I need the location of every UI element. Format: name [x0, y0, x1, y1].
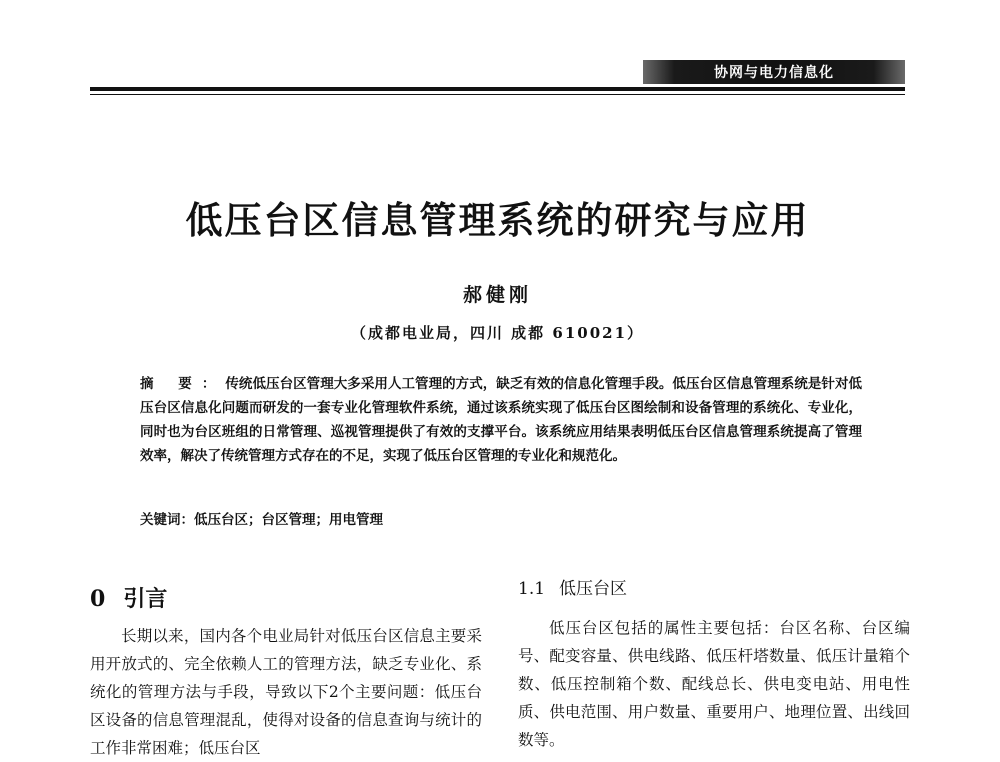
section-0-title: 引言	[123, 586, 168, 612]
paper-title: 低压台区信息管理系统的研究与应用	[185, 198, 810, 242]
paper-author: 郝健刚	[462, 284, 532, 306]
journal-header-badge	[643, 60, 905, 84]
section-1-1-number: 1.1	[518, 579, 546, 599]
section-1-1-title: 低压台区	[559, 579, 628, 599]
header-rule-thick	[90, 87, 905, 91]
keywords	[140, 508, 862, 532]
header-rule-thin	[90, 94, 905, 95]
section-0-paragraph: 长期以来，国内各个电业局针对低压台区信息主要采用开放式的、完全依赖人工的管理方法，缺乏专业化、系统化的管理方法与手段，导致以下2个主要问题：低压台区设备的信息管理混乱，使得对设备的信息查询与统计的工作非常困难；低压台区	[90, 627, 482, 757]
section-1-1-paragraph: 低压台区包括的属性主要包括：台区名称、台区编号、配变容量、供电线路、低压杆塔数量、低压计量箱个数、低压控制箱个数、配线总长、供电变电站、用电性质、供电范围、用户数量、重要用户、地理位置、出线回数等。	[518, 619, 910, 749]
section-0-heading	[90, 582, 167, 613]
abstract-text: 传统低压台区管理大多采用人工管理的方式，缺乏有效的信息化管理手段。低压台区信息管理系统是针对低压台区信息化问题而研发的一套专业化管理软件系统，通过该系统实现了低压台区图绘制和设备管理的系统化、专业化，同时也为台区班组的日常管理、巡视管理提供了有效的支撑平台。该系统应用结果表明低压台区信息管理系统提高了管理效率，解决了传统管理方式存在的不足，实现了低压台区管理的专业化和规范化。	[140, 376, 863, 464]
section-0-number: 0	[90, 586, 106, 612]
abstract	[140, 372, 862, 468]
paper-affiliation: （成都电业局，四川 成都 610021）	[350, 324, 645, 342]
journal-name: 协网与电力信息化	[714, 65, 834, 81]
abstract-label: 摘 要：	[140, 376, 226, 392]
section-1-1-heading	[518, 574, 627, 599]
keywords-text: 低压台区；台区管理；用电管理	[194, 512, 383, 528]
keywords-label: 关键词：	[140, 512, 194, 528]
